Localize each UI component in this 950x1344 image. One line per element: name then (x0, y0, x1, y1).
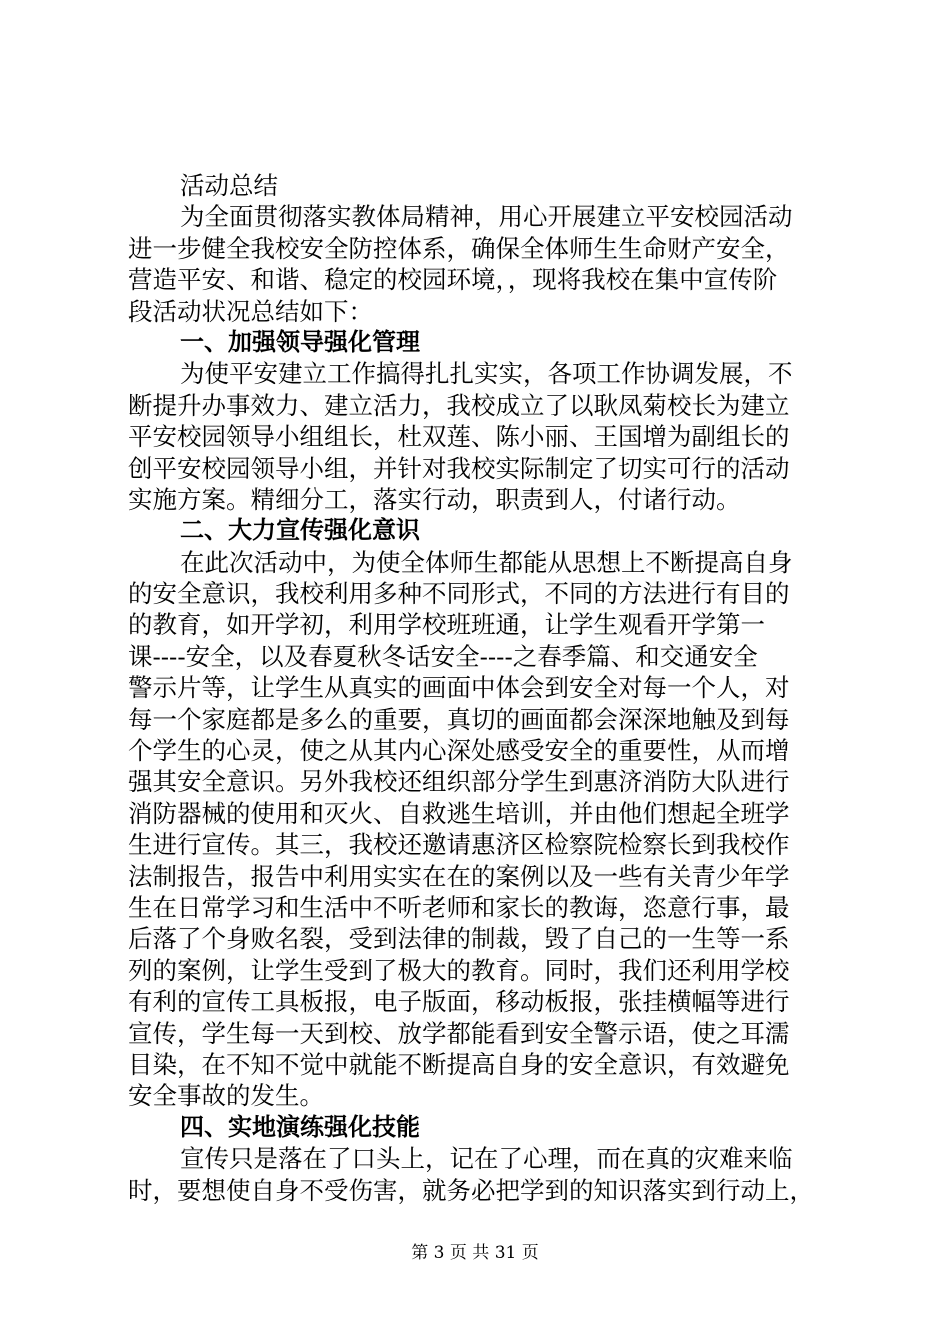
paragraph-line: 进一步健全我校安全防控体系，确保全体师生生命财产安全， (128, 233, 790, 263)
paragraph-line: 的安全意识，我校利用多种不同形式，不同的方法进行有目的 (128, 579, 790, 609)
paragraph-line: 的教育，如开学初，利用学校班班通，让学生观看开学第一 (128, 610, 765, 640)
paragraph-line: 生进行宣传。其三，我校还邀请惠济区检察院检察长到我校作 (128, 830, 790, 860)
paragraph-line: 平安校园领导小组组长，杜双莲、陈小丽、王国增为副组长的 (128, 422, 790, 452)
paragraph-line: 目染，在不知不觉中就能不断提高自身的安全意识，有效避免 (128, 1049, 790, 1079)
document-body (128, 170, 834, 1206)
paragraph-line: 列的案例，让学生受到了极大的教育。同时，我们还利用学校 (128, 955, 790, 985)
paragraph-line: 每一个家庭都是多么的重要，真切的画面都会深深地触及到每 (128, 704, 790, 734)
paragraph-line: 后落了个身败名裂，受到法律的制裁，毁了自己的一生等一系 (128, 924, 790, 954)
paragraph-line: 在此次活动中，为使全体师生都能从思想上不断提高自身 (180, 547, 793, 577)
paragraph-line: 警示片等，让学生从真实的画面中体会到安全对每一个人，对 (128, 673, 790, 703)
paragraph-line: 消防器械的使用和灭火、自救逃生培训，并由他们想起全班学 (128, 798, 790, 828)
paragraph-line: 强其安全意识。另外我校还组织部分学生到惠济消防大队进行 (128, 767, 790, 797)
paragraph-line: 生在日常学习和生活中不听老师和家长的教诲，恣意行事，最 (128, 892, 790, 922)
paragraph-line: 法制报告，报告中利用实实在在的案例以及一些有关青少年学 (128, 861, 790, 891)
paragraph-line: 宣传，学生每一天到校、放学都能看到安全警示语，使之耳濡 (128, 1018, 790, 1048)
paragraph-line: 课----安全，以及春夏秋冬话安全----之春季篇、和交通安全 (128, 641, 758, 671)
paragraph-line: 宣传只是落在了口头上，记在了心理，而在真的灾难来临 (180, 1144, 793, 1174)
paragraph-line: 断提升办事效力、建立活力，我校成立了以耿凤菊校长为建立 (128, 390, 790, 420)
paragraph-line: 创平安校园领导小组，并针对我校实际制定了切实可行的活动 (128, 453, 790, 483)
section-heading-4: 四、实地演练强化技能 (180, 1112, 420, 1141)
paragraph-line: 段活动状况总结如下： (128, 296, 373, 326)
paragraph-line: 为全面贯彻落实教体局精神，用心开展建立平安校园活动 (180, 202, 793, 232)
document-title: 活动总结 (180, 171, 278, 200)
paragraph-line: 个学生的心灵，使之从其内心深处感受安全的重要性，从而增 (128, 736, 790, 766)
paragraph-line: 有利的宣传工具板报，电子版面，移动板报，张挂横幅等进行 (128, 987, 790, 1017)
paragraph-line: 营造平安、和谐、稳定的校园环境，，现将我校在集中宣传阶 (128, 265, 778, 295)
paragraph-line: 为使平安建立工作搞得扎扎实实，各项工作协调发展，不 (180, 359, 793, 389)
page-number-footer: 第 3 页 共 31 页 (411, 1243, 539, 1263)
paragraph-line: 安全事故的发生。 (128, 1081, 324, 1111)
paragraph-line: 时，要想使自身不受伤害，就务必把学到的知识落实到行动上， (128, 1175, 814, 1205)
paragraph-line: 实施方案。精细分工，落实行动，职责到人，付诸行动。 (128, 484, 741, 514)
section-heading-2: 二、大力宣传强化意识 (180, 516, 420, 545)
section-heading-1: 一、加强领导强化管理 (180, 327, 420, 356)
